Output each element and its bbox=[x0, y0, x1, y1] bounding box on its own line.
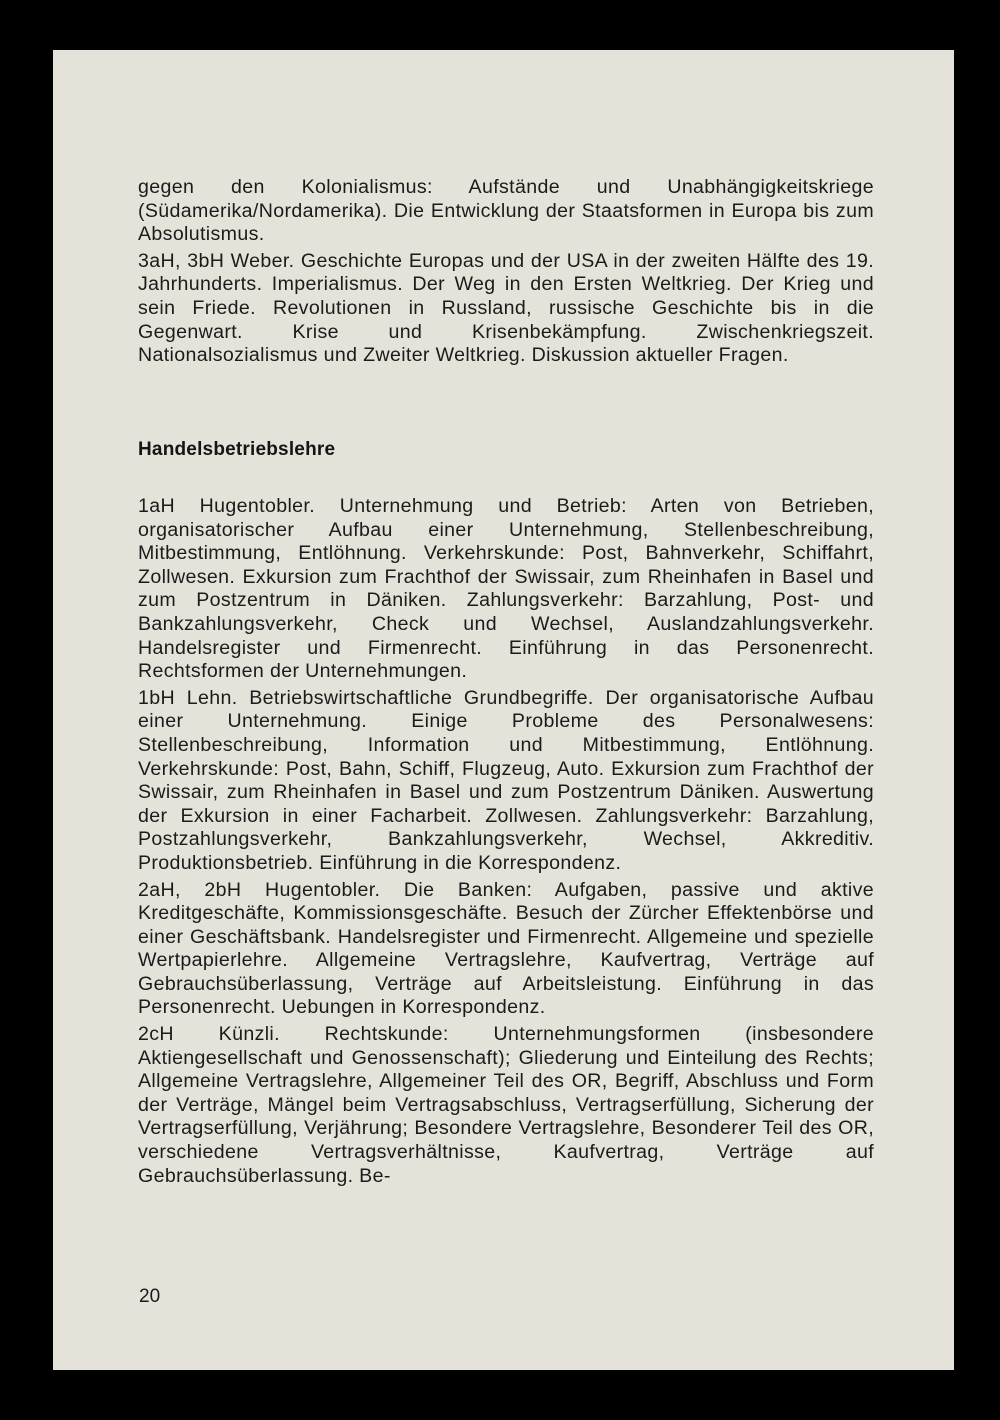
paragraph-1ah-hugentobler: 1aH Hugentobler. Unternehmung und Betrieb: Arten von Betrieben, organisatorischer Aufbau einer Unternehmung, Stellenbeschreibung, Mitbestimmung, Entlöhnung. Verkehrskunde: Post, Bahnverkehr, Schiffahrt, Zollwesen. Exkursion zum Frachthof der Swissair, zum Rheinhafen in Basel und zum Postzentrum in Däniken. Zahlungsverkehr: Barzahlung, Post- und Bankzahlungsverkehr, Check und Wechsel, Auslandzahlungsverkehr. Handelsregister und Firmenrecht. Einführung in das Personenrecht. Rechtsformen der Unternehmungen. bbox=[138, 495, 874, 683]
section-text bbox=[138, 495, 874, 1188]
paragraph-1bh-lehn: 1bH Lehn. Betriebswirtschaftliche Grundbegriffe. Der organisatorische Aufbau einer Unternehmung. Einige Probleme des Personalwesens: Stellenbeschreibung, Information und Mitbestimmung, Entlöhnung. Verkehrskunde: Post, Bahn, Schiff, Flugzeug, Auto. Exkursion zum Frachthof der Swissair, zum Rheinhafen in Basel und zum Postzentrum Däniken. Auswertung der Exkursion in einer Facharbeit. Zollwesen. Zahlungsverkehr: Barzahlung, Postzahlungsverkehr, Bankzahlungsverkehr, Wechsel, Akkreditiv. Produktionsbetrieb. Einführung in die Korrespondenz. bbox=[138, 686, 874, 874]
document-page bbox=[53, 50, 954, 1370]
paragraph-2ah-2bh-hugentobler: 2aH, 2bH Hugentobler. Die Banken: Aufgaben, passive und aktive Kreditgeschäfte, Kommissionsgeschäfte. Besuch der Zürcher Effektenbörse und einer Geschäftsbank. Handelsregister und Firmenrecht. Allgemeine und spezielle Wertpapierlehre. Allgemeine Vertragslehre, Kaufvertrag, Verträge auf Gebrauchsüberlassung, Verträge auf Arbeitsleistung. Einführung in das Personenrecht. Uebungen in Korrespondenz. bbox=[138, 878, 874, 1019]
paragraph-2ch-kuenzli: 2cH Künzli. Rechtskunde: Unternehmungsformen (insbesondere Aktiengesellschaft und Genossenschaft); Gliederung und Einteilung des Rechts; Allgemeine Vertragslehre, Allgemeiner Teil des OR, Begriff, Abschluss und Form der Verträge, Mängel beim Vertragsabschluss, Vertragserfüllung, Sicherung der Vertragserfüllung, Verjährung; Besondere Vertragslehre, Besonderer Teil des OR, verschiedene Vertragsverhältnisse, Kaufvertrag, Verträge auf Gebrauchsüberlassung. Be- bbox=[138, 1023, 874, 1187]
section-heading: Handelsbetriebslehre bbox=[138, 439, 336, 460]
paragraph-kolonialismus: gegen den Kolonialismus: Aufstände und Unabhängigkeitskriege (Südamerika/Nordamerika). Die Entwicklung der Staatsformen in Europa bis zum Absolutismus. bbox=[138, 176, 874, 246]
page-number: 20 bbox=[139, 1286, 161, 1307]
paragraph-3ah-3bh-weber: 3aH, 3bH Weber. Geschichte Europas und der USA in der zweiten Hälfte des 19. Jahrhunderts. Imperialismus. Der Weg in den Ersten Weltkrieg. Der Krieg und sein Friede. Revolutionen in Russland, russische Geschichte bis in die Gegenwart. Krise und Krisenbekämpfung. Zwischenkriegszeit. Nationalsozialismus und Zweiter Weltkrieg. Diskussion aktueller Fragen. bbox=[138, 249, 874, 367]
intro-text bbox=[138, 176, 874, 368]
